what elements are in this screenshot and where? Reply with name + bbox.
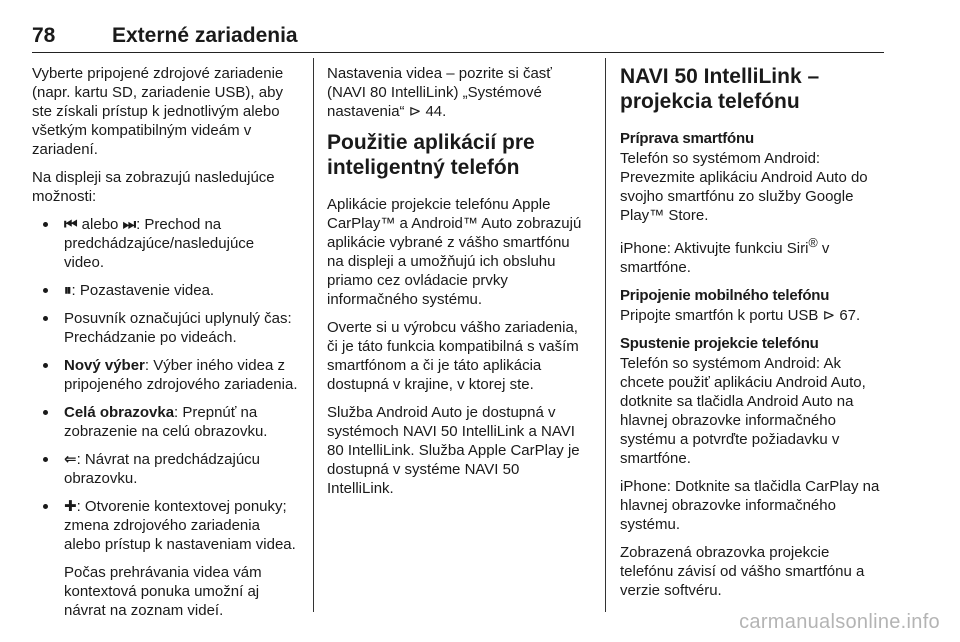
column-2 xyxy=(327,64,589,507)
page-number: 78 xyxy=(32,24,56,47)
column-divider xyxy=(313,58,314,612)
paragraph: iPhone: Dotknite sa tlačidla CarPlay na hlavnej obrazovke informačného systému. xyxy=(620,478,880,533)
watermark: carmanualsonline.info xyxy=(739,611,940,633)
note-paragraph: Počas prehrávania videa vám kontextová ponuka umožní aj návrat na zoznam videí. xyxy=(64,564,262,619)
subsection-heading: Spustenie projekcie telefónu xyxy=(620,335,819,352)
paragraph: Aplikácie projekcie telefónu Apple CarPlay™ a Android™ Auto zobrazujú aplikácie vybrané z vášho smartfónu na displeji a umožňujú ich obsluhu priamo cez ovládacie prvky informačného systému. xyxy=(327,196,582,308)
options-intro: Na displeji sa zobrazujú nasledujúce možnosti: xyxy=(32,169,275,205)
next-track-icon: ⏭ xyxy=(122,216,137,233)
registered-mark: ® xyxy=(808,236,818,250)
column-3 xyxy=(620,64,886,609)
paragraph: Zobrazená obrazovka projekcie telefónu závisí od vášho smartfónu a verzie softvéru. xyxy=(620,544,865,599)
section-heading: NAVI 50 IntelliLink – projekcia telefónu xyxy=(620,65,820,113)
bullet-text: : Prechod na predchádzajúce/nasledujúce video. xyxy=(64,216,255,271)
list-item xyxy=(32,215,298,272)
paragraph: Služba Android Auto je dostupná v systémoch NAVI 50 IntelliLink a NAVI 80 IntelliLink. Služba Apple CarPlay je dostupná v systéme NAVI 50 IntelliLink. xyxy=(327,404,580,497)
back-arrow-icon: ⇐ xyxy=(64,451,77,468)
list-item xyxy=(32,356,298,394)
section-heading: Použitie aplikácií pre inteligentný telefón xyxy=(327,131,535,179)
subsection-heading: Pripojenie mobilného telefónu xyxy=(620,287,830,304)
bullet-text: : Otvorenie kontextovej ponuky; zmena zdrojového zariadenia alebo prístup k nastaveniam videa. xyxy=(64,498,296,553)
options-list xyxy=(32,215,298,554)
pause-icon: ⏸ xyxy=(64,282,72,299)
page-header xyxy=(32,22,884,53)
paragraph: Telefón so systémom Android: Prevezmite aplikáciu Android Auto do svojho smartfónu zo služby Google Play™ Store. xyxy=(620,150,868,224)
bullet-connector: alebo xyxy=(77,216,123,233)
column-1 xyxy=(32,64,298,629)
list-item xyxy=(32,497,298,554)
plus-icon: ✚ xyxy=(64,498,77,515)
bullet-bold-label: Celá obrazovka xyxy=(64,404,175,421)
bullet-text: : Návrat na predchádzajúcu obrazovku. xyxy=(64,451,261,487)
subsection-heading: Príprava smartfónu xyxy=(620,130,754,147)
paragraph: Overte si u výrobcu vášho zariadenia, či je táto funkcia kompatibilná s vaším smartfónom a či je táto aplikácia dostupná v krajine, v ktorej ste. xyxy=(327,319,579,393)
paragraph: Telefón so systémom Android: Ak chcete použiť aplikáciu Android Auto, dotknite sa tlačidla Android Auto na hlavnej obrazovke informačného systému a potvrďte požiadavku v smartfóne. xyxy=(620,355,866,467)
bullet-text: : Výber iného videa z pripojeného zdrojového zariadenia. xyxy=(64,357,298,393)
page-title: Externé zariadenia xyxy=(112,24,298,47)
paragraph: Pripojte smartfón k portu USB ⊳ 67. xyxy=(620,307,861,324)
paragraph xyxy=(620,234,886,277)
bullet-text: : Pozastavenie videa. xyxy=(71,282,215,299)
siri-text-end: v smartfóne. xyxy=(620,240,830,276)
list-item xyxy=(32,281,298,300)
bullet-text: Posuvník označujúci uplynulý čas: Prechádzanie po videách. xyxy=(64,310,292,346)
list-item xyxy=(32,450,298,488)
siri-text: iPhone: Aktivujte funkciu Siri xyxy=(620,240,809,257)
list-item xyxy=(32,403,298,441)
bullet-bold-label: Nový výber xyxy=(64,357,145,374)
intro-paragraph: Vyberte pripojené zdrojové zariadenie (napr. kartu SD, zariadenie USB), aby ste získali prístup k jednotlivým alebo všetkým kompatibilným videám v zariadení. xyxy=(32,65,284,158)
column-divider xyxy=(605,58,606,612)
previous-track-icon: ⏮ xyxy=(64,216,78,233)
settings-reference: Nastavenia videa – pozrite si časť (NAVI 80 IntelliLink) „Systémové nastavenia“ ⊳ 44. xyxy=(327,65,552,120)
list-item xyxy=(32,309,298,347)
bullet-text: : Prepnúť na zobrazenie na celú obrazovku. xyxy=(64,404,268,440)
